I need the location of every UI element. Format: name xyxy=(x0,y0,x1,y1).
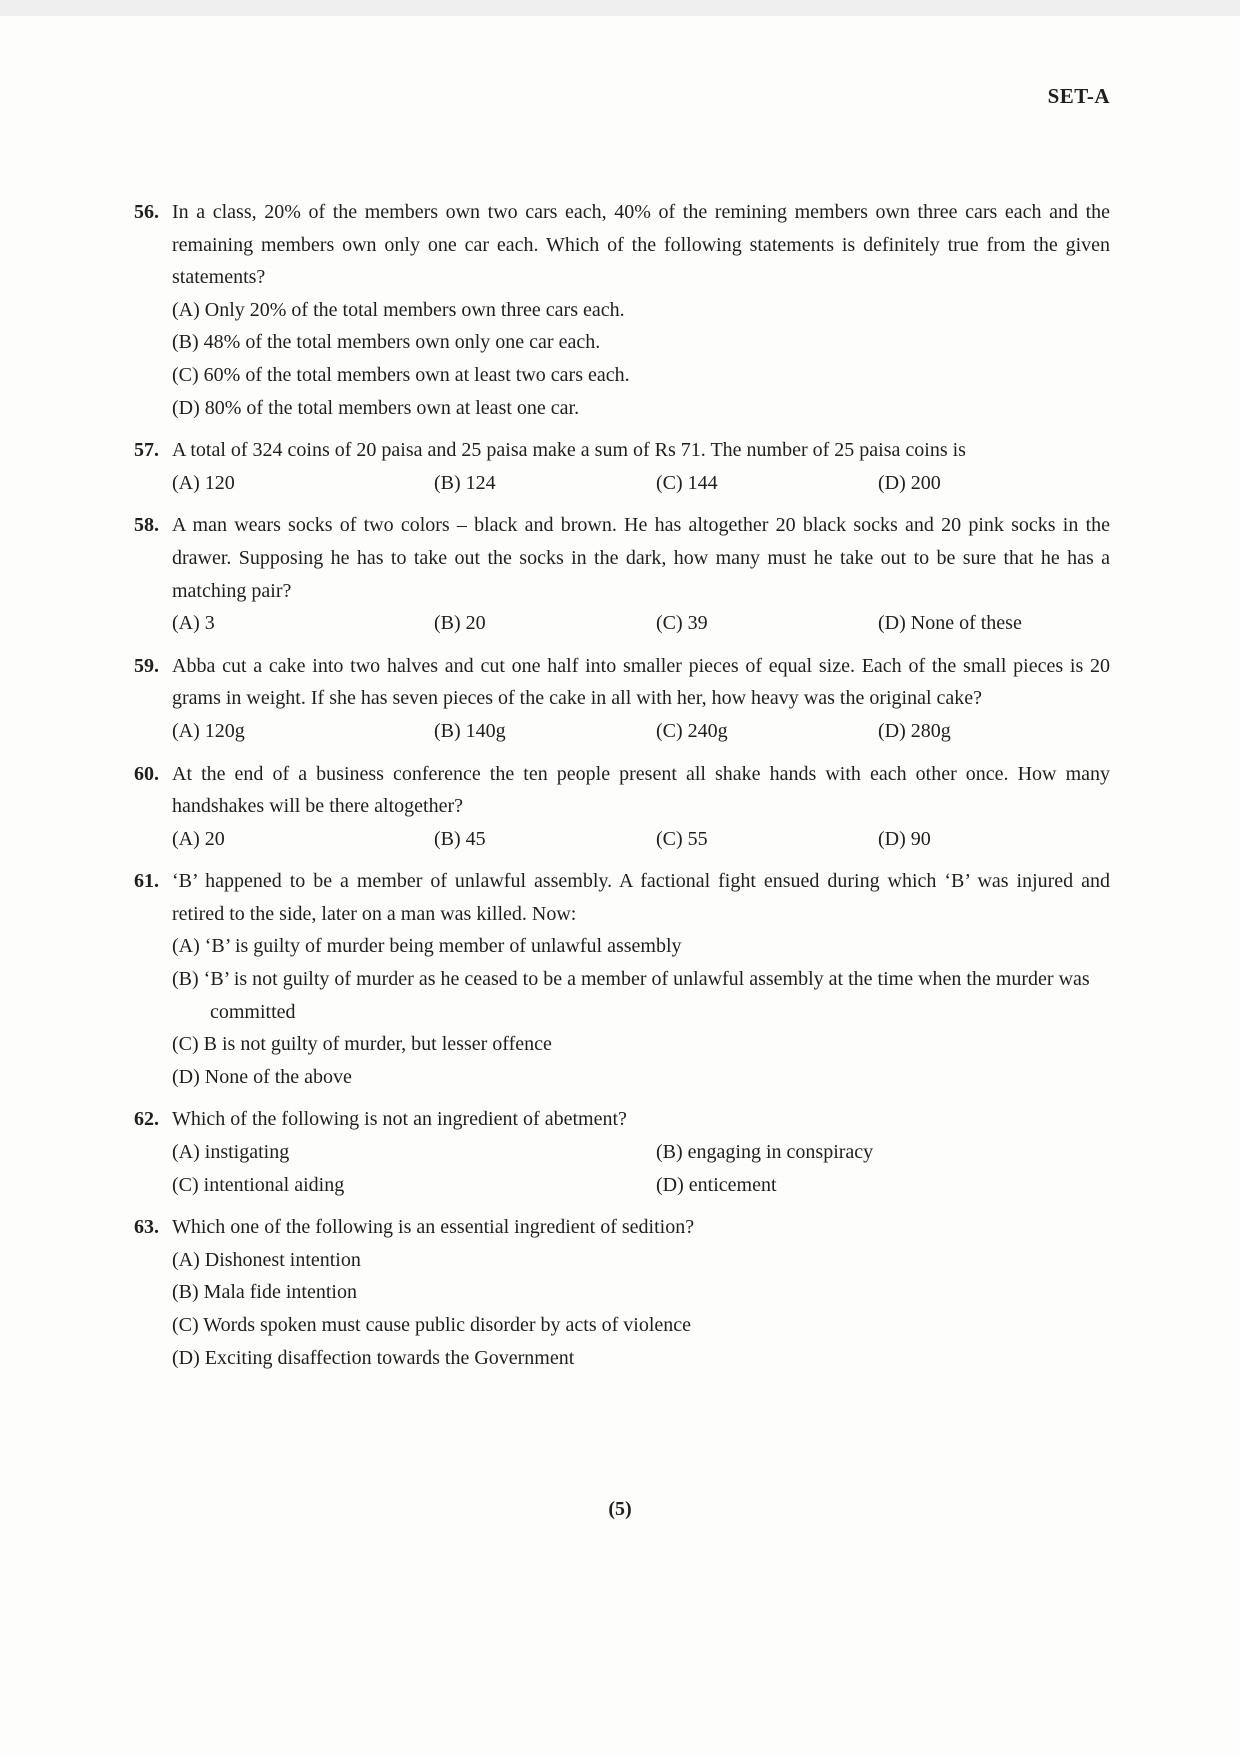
option-a: (A) Only 20% of the total members own three cars each. xyxy=(172,298,625,321)
option-d: (D) Exciting disaffection towards the Government xyxy=(172,1346,575,1369)
question-number: 61. xyxy=(134,870,159,893)
option-d: (D) None of these xyxy=(878,612,1022,635)
question-stem xyxy=(134,434,1110,467)
option-c: (C) intentional aiding xyxy=(172,1173,345,1196)
option-c: (C) 144 xyxy=(656,471,718,494)
question-number: 62. xyxy=(134,1108,159,1131)
question-text: A total of 324 coins of 20 paisa and 25 paisa make a sum of Rs 71. The number of 25 paisa coins is xyxy=(172,439,966,462)
option-list xyxy=(134,294,1110,424)
option-c: (C) 240g xyxy=(656,719,728,742)
question-number: 63. xyxy=(134,1216,159,1239)
question-61 xyxy=(134,865,1110,1093)
option-b: (B) 20 xyxy=(434,612,486,635)
scan-edge xyxy=(0,0,1240,16)
question-text: ‘B’ happened to be a member of unlawful assembly. A factional fight ensued during which ‘B’ was injured and retired to the side, later on a man was killed. Now: xyxy=(172,870,1110,925)
question-text: Which of the following is not an ingredient of abetment? xyxy=(172,1108,627,1131)
option-b: (B) 140g xyxy=(434,719,506,742)
question-text: In a class, 20% of the members own two cars each, 40% of the remining members own three cars each and the remaining members own only one car each. Which of the following statements is definitely true from the given statements? xyxy=(172,201,1110,289)
option-b: (B) 124 xyxy=(434,471,496,494)
option-d: (D) None of the above xyxy=(172,1065,352,1088)
option-list xyxy=(134,1136,1110,1201)
option-a: (A) ‘B’ is guilty of murder being member of unlawful assembly xyxy=(172,935,682,958)
option-a: (A) 120 xyxy=(172,471,235,494)
option-b: (B) ‘B’ is not guilty of murder as he ceased to be a member of unlawful assembly at the time when the murder was committed xyxy=(172,968,1090,1023)
option-list xyxy=(134,930,1110,1093)
question-number: 58. xyxy=(134,514,159,537)
question-58 xyxy=(134,509,1110,639)
question-59 xyxy=(134,650,1110,748)
question-62 xyxy=(134,1103,1110,1201)
option-d: (D) 280g xyxy=(878,719,951,742)
option-b: (B) Mala fide intention xyxy=(172,1281,357,1304)
question-list xyxy=(134,196,1110,1384)
option-a: (A) instigating xyxy=(172,1141,290,1164)
option-b: (B) 45 xyxy=(434,827,486,850)
option-a: (A) Dishonest intention xyxy=(172,1248,361,1271)
question-stem xyxy=(134,865,1110,930)
option-c: (C) 60% of the total members own at least two cars each. xyxy=(172,363,630,386)
question-stem xyxy=(134,196,1110,294)
question-text: Which one of the following is an essential ingredient of sedition? xyxy=(172,1216,695,1239)
option-a: (A) 120g xyxy=(172,719,245,742)
option-d: (D) 200 xyxy=(878,471,941,494)
option-c: (C) 39 xyxy=(656,612,708,635)
question-number: 59. xyxy=(134,654,159,677)
option-b: (B) 48% of the total members own only one car each. xyxy=(172,331,601,354)
option-list xyxy=(134,467,1110,500)
option-list xyxy=(134,715,1110,748)
option-a: (A) 3 xyxy=(172,612,215,635)
question-text: At the end of a business conference the ten people present all shake hands with each other once. How many handshakes will be there altogether? xyxy=(172,762,1110,818)
question-stem xyxy=(134,509,1110,607)
option-list xyxy=(134,607,1110,640)
option-c: (C) 55 xyxy=(656,827,708,850)
option-d: (D) 90 xyxy=(878,827,931,850)
question-text: A man wears socks of two colors – black and brown. He has altogether 20 black socks and 20 pink socks in the drawer. Supposing he has to take out the socks in the dark, how many must he take out to be sure that he has a matching pair? xyxy=(172,514,1110,602)
question-stem xyxy=(134,650,1110,715)
question-56 xyxy=(134,196,1110,424)
question-63 xyxy=(134,1211,1110,1374)
question-60 xyxy=(134,758,1110,856)
option-a: (A) 20 xyxy=(172,827,225,850)
option-d: (D) enticement xyxy=(656,1173,777,1196)
question-number: 60. xyxy=(134,762,159,785)
option-c: (C) B is not guilty of murder, but lesser offence xyxy=(172,1033,552,1056)
option-d: (D) 80% of the total members own at least one car. xyxy=(172,396,580,419)
question-number: 56. xyxy=(134,201,159,223)
page-number: (5) xyxy=(608,1498,632,1520)
option-b: (B) engaging in conspiracy xyxy=(656,1141,874,1164)
question-stem xyxy=(134,1103,1110,1136)
set-label: SET-A xyxy=(1047,84,1110,108)
question-number: 57. xyxy=(134,439,159,462)
question-stem xyxy=(134,758,1110,823)
question-stem xyxy=(134,1211,1110,1244)
option-c: (C) Words spoken must cause public disorder by acts of violence xyxy=(172,1314,692,1336)
option-list xyxy=(134,1244,1110,1374)
option-list xyxy=(134,823,1110,856)
question-text: Abba cut a cake into two halves and cut one half into smaller pieces of equal size. Each of the small pieces is 20 grams in weight. If she has seven pieces of the cake in all with her, how heavy was the original cake? xyxy=(172,654,1110,710)
question-57 xyxy=(134,434,1110,499)
